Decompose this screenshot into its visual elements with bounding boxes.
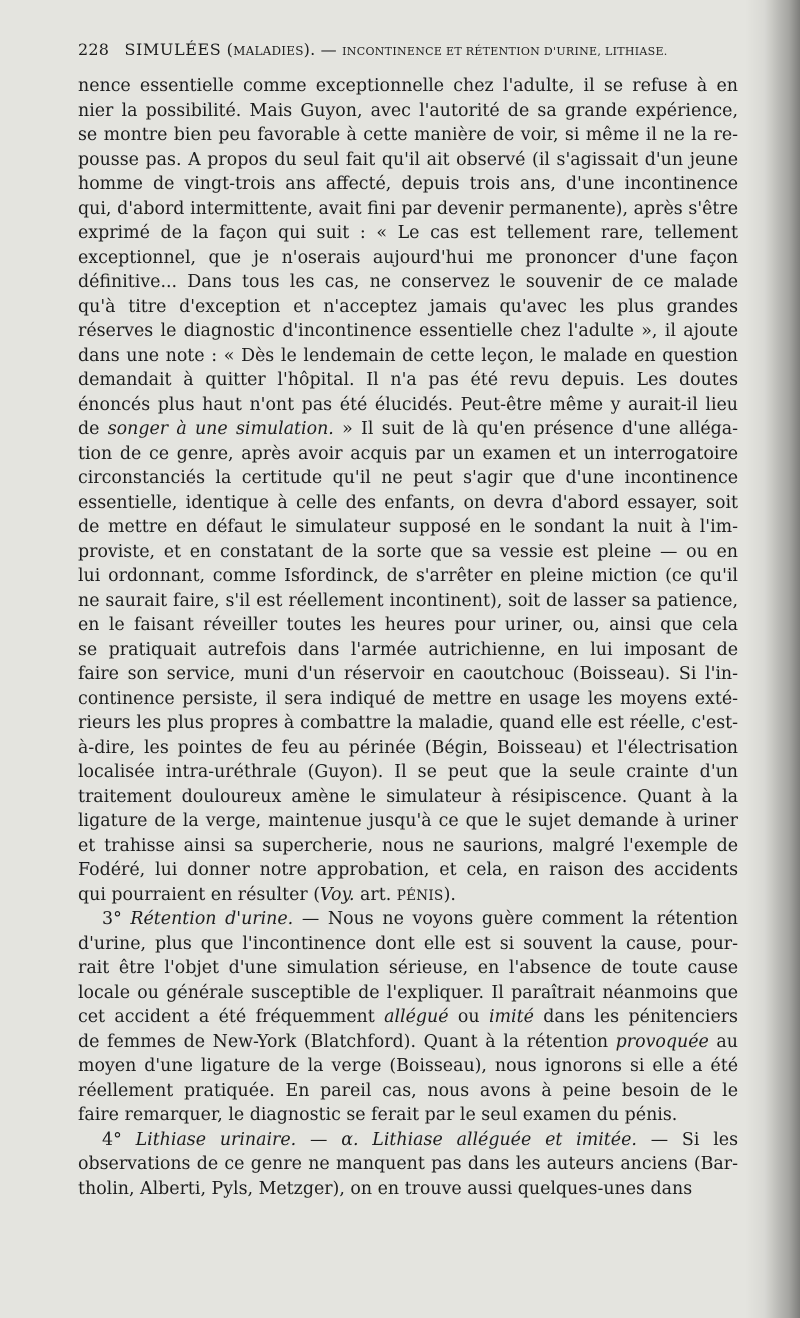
text-line: Fodéré, lui donner notre approbation, et cela, en raison des accidents — [78, 860, 738, 880]
italic-text: provoquée — [615, 1031, 709, 1052]
text-line: lui ordonnant, comme Isfordinck, de s'arrêter en pleine miction (ce qu'il — [78, 566, 738, 586]
running-dash: — — [320, 40, 337, 59]
page-edge-shadow — [745, 0, 800, 1318]
body-text — [78, 74, 738, 1201]
text-line: nence essentielle comme exceptionnelle chez l'adulte, il se refuse à en — [78, 76, 738, 96]
text-line: de mettre en défaut le simulateur supposé en le sondant la nuit à l'im- — [78, 517, 738, 537]
text-line: cet accident a été fréquemment allégué ou imité dans les pénitenciers — [78, 1007, 738, 1027]
italic-text: Voy. — [320, 884, 355, 905]
text-line: énoncés plus haut n'ont pas été élucidés. Peut-être même y aurait-il lieu — [78, 394, 738, 415]
text-line: demandait à quitter l'hôpital. Il n'a pas été revu depuis. Les doutes — [78, 370, 738, 390]
text-line: continence persiste, il sera indiqué de mettre en usage les moyens exté- — [78, 688, 738, 709]
running-subtitle-open: ( — [226, 40, 234, 59]
text-line: tholin, Alberti, Pyls, Metzger), on en trouve aussi quelques-unes dans — [78, 1178, 693, 1199]
text-line: dans une note : « Dès le lendemain de cette leçon, le malade en question — [78, 345, 738, 366]
text-line: 3° Rétention d'urine. — Nous ne voyons guère comment la rétention — [102, 909, 738, 929]
text-line: traitement douloureux amène le simulateur à résipiscence. Quant à la — [78, 786, 738, 807]
text-line: locale ou générale susceptible de l'expliquer. Il paraîtrait néanmoins que — [78, 982, 738, 1003]
running-section: INCONTINENCE ET RÉTENTION D'URINE, LITHIASE. — [342, 45, 668, 58]
italic-text: songer à une simulation. — [107, 419, 334, 439]
text-line: homme de vingt-trois ans affecté, depuis trois ans, d'une incontinence — [78, 174, 738, 194]
text-line: qui pourraient en résulter (Voy. art. PÉNIS). — [78, 884, 456, 905]
text-line: observations de ce genre ne manquent pas dans les auteurs anciens (Bar- — [78, 1154, 738, 1174]
text-line: et trahisse ainsi sa supercherie, nous ne saurions, malgré l'exemple de — [78, 835, 738, 856]
text-line: de songer à une simulation. » Il suit de là qu'en présence d'une alléga- — [78, 419, 738, 439]
text-line: qu'à titre d'exception et n'acceptez jamais qu'avec les plus grandes — [78, 296, 738, 317]
text-line: faire son service, muni d'un réservoir en caoutchouc (Boisseau). Si l'in- — [78, 664, 738, 684]
text-line: pousse pas. A propos du seul fait qu'il ait observé (il s'agissait d'un jeune — [78, 149, 738, 170]
text-line: exceptionnel, que je n'oserais aujourd'hui me prononcer d'une façon — [78, 247, 738, 268]
text-line: 4° Lithiase urinaire. — α. Lithiase alléguée et imitée. — Si les — [102, 1129, 738, 1150]
running-head — [78, 40, 738, 68]
text-line: proviste, et en constatant de la sorte que sa vessie est pleine — ou en — [78, 541, 738, 562]
text-line: rait être l'objet d'une simulation sérieuse, en l'absence de toute cause — [78, 958, 738, 978]
text-line: tion de ce genre, après avoir acquis par un examen et un interrogatoire — [78, 443, 738, 464]
text-line: essentielle, identique à celle des enfants, on devra d'abord essayer, soit — [78, 492, 738, 513]
running-subtitle: MALADIES — [233, 44, 304, 58]
text-line: nier la possibilité. Mais Guyon, avec l'autorité de sa grande expérience, — [78, 100, 738, 121]
text-line: localisée intra-uréthrale (Guyon). Il se peut que la seule crainte d'un — [78, 762, 738, 782]
text-line: en le faisant réveiller toutes les heures pour uriner, ou, ainsi que cela — [78, 615, 738, 635]
running-title: SIMULÉES — [124, 40, 222, 59]
page-number: 228 — [78, 40, 110, 59]
text-line: qui, d'abord intermittente, avait fini par devenir permanente), après s'être — [78, 198, 738, 219]
italic-text: Lithiase urinaire. — [135, 1129, 297, 1150]
text-line: ligature de la verge, maintenue jusqu'à ce que le sujet demande à uriner — [78, 811, 738, 831]
italic-text: Rétention d'urine. — [130, 909, 294, 929]
text-line: d'urine, plus que l'incontinence dont elle est si souvent la cause, pour- — [78, 933, 738, 954]
text-line: définitive... Dans tous les cas, ne conservez le souvenir de ce malade — [78, 272, 738, 292]
text-line: se montre bien peu favorable à cette manière de voir, si même il ne la re- — [78, 125, 738, 145]
text-line: exprimé de la façon qui suit : « Le cas est tellement rare, tellement — [78, 223, 738, 243]
text-line: de femmes de New-York (Blatchford). Quant à la rétention provoquée au — [78, 1031, 738, 1052]
italic-text: α. Lithiase alléguée et imitée. — [341, 1129, 637, 1150]
running-subtitle-close: ). — [303, 40, 316, 59]
text-line: réellement pratiquée. En pareil cas, nous avons à peine besoin de le — [78, 1080, 738, 1101]
italic-text: imité — [488, 1007, 534, 1027]
text-line: moyen d'une ligature de la verge (Boisseau), nous ignorons si elle a été — [78, 1056, 738, 1076]
text-line: réserves le diagnostic d'incontinence essentielle chez l'adulte », il ajoute — [78, 321, 738, 341]
text-line: se pratiquait autrefois dans l'armée autrichienne, en lui imposant de — [78, 639, 738, 660]
text-line: ne saurait faire, s'il est réellement incontinent), soit de lasser sa patience, — [78, 590, 738, 611]
italic-text: allégué — [384, 1007, 449, 1027]
text-line: rieurs les plus propres à combattre la maladie, quand elle est réelle, c'est- — [78, 713, 738, 733]
small-caps-text: PÉNIS — [396, 887, 444, 904]
text-line: faire remarquer, le diagnostic se ferait par le seul examen du pénis. — [78, 1105, 678, 1125]
text-line: à-dire, les pointes de feu au périnée (Bégin, Boisseau) et l'électrisation — [78, 737, 738, 758]
text-line: circonstanciés la certitude qu'il ne peut s'agir que d'une incontinence — [78, 468, 738, 488]
